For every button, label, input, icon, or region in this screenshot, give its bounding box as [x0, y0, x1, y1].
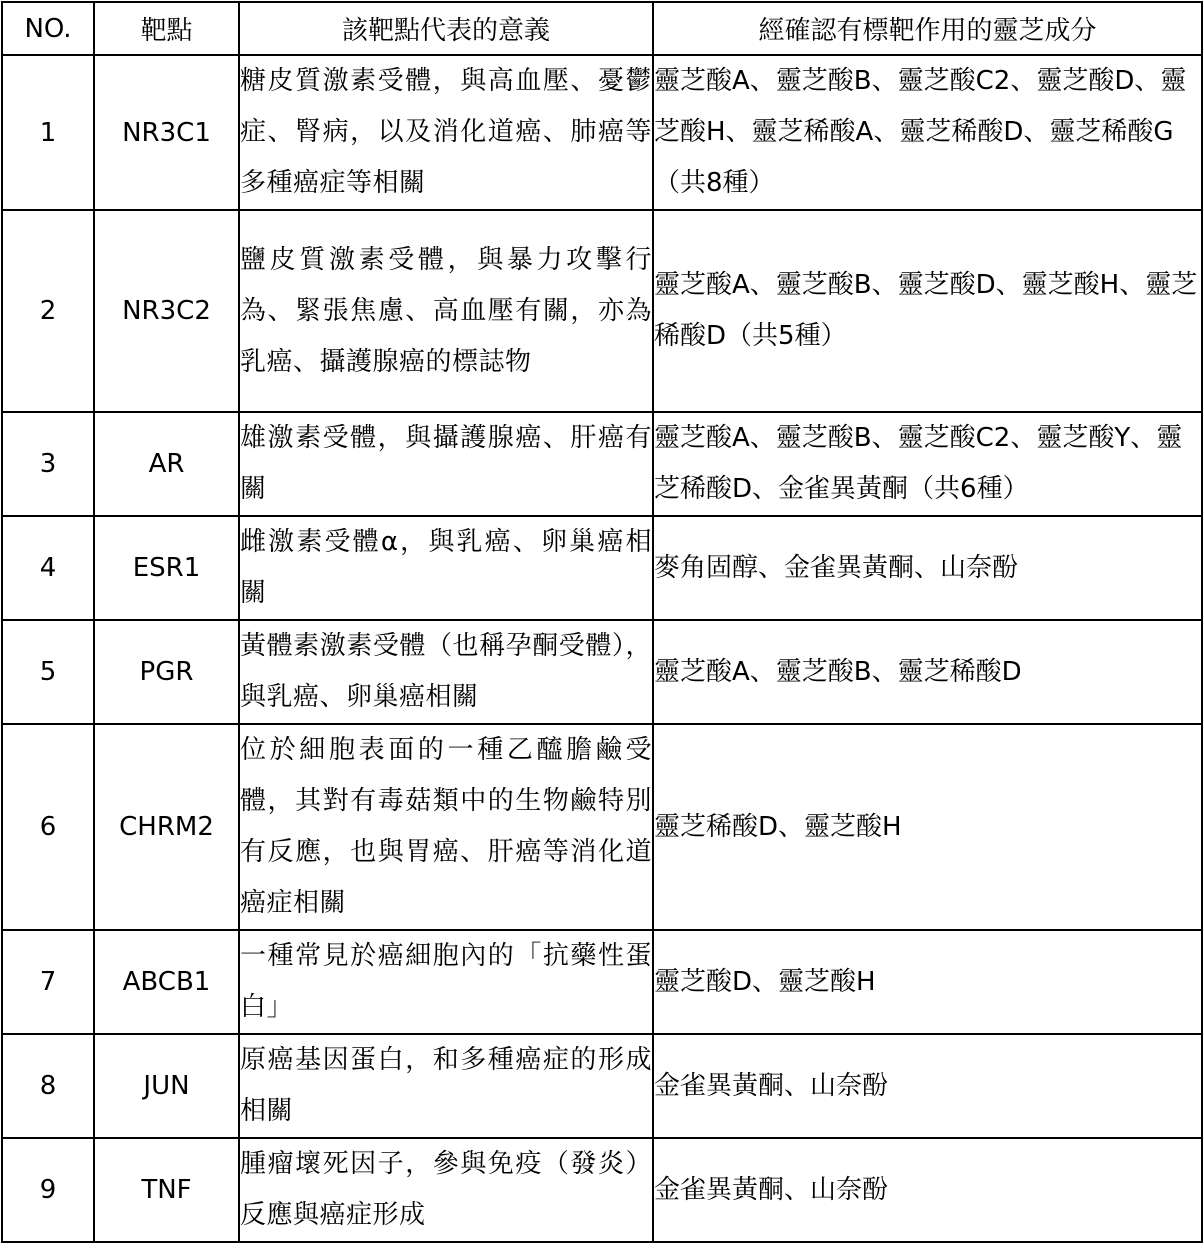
target-meaning: 黃體素激素受體（也稱孕酮受體），與乳癌、卵巢癌相關	[239, 620, 653, 724]
target-components: 靈芝酸A、靈芝酸B、靈芝酸D、靈芝酸H、靈芝稀酸D（共5種）	[653, 210, 1202, 412]
target-components: 靈芝酸A、靈芝酸B、靈芝酸C2、靈芝酸Y、靈芝稀酸D、金雀異黃酮（共6種）	[653, 412, 1202, 516]
target-table	[1, 1, 1203, 1243]
target-name: JUN	[94, 1034, 239, 1138]
table-row	[2, 55, 1202, 210]
table-header-row	[2, 2, 1202, 55]
table-row	[2, 516, 1202, 620]
target-name: CHRM2	[94, 724, 239, 930]
row-number: 9	[2, 1138, 94, 1242]
target-meaning: 原癌基因蛋白，和多種癌症的形成相關	[239, 1034, 653, 1138]
target-meaning: 雌激素受體α，與乳癌、卵巢癌相關	[239, 516, 653, 620]
target-name: PGR	[94, 620, 239, 724]
table-row	[2, 620, 1202, 724]
target-meaning: 位於細胞表面的一種乙醯膽鹼受體，其對有毒菇類中的生物鹼特別有反應，也與胃癌、肝癌等消化道癌症相關	[239, 724, 653, 930]
target-meaning: 一種常見於癌細胞內的「抗藥性蛋白」	[239, 930, 653, 1034]
target-components: 麥角固醇、金雀異黃酮、山奈酚	[653, 516, 1202, 620]
target-components: 金雀異黃酮、山奈酚	[653, 1034, 1202, 1138]
target-name: TNF	[94, 1138, 239, 1242]
target-meaning: 雄激素受體，與攝護腺癌、肝癌有關	[239, 412, 653, 516]
target-components: 靈芝酸A、靈芝酸B、靈芝酸C2、靈芝酸D、靈芝酸H、靈芝稀酸A、靈芝稀酸D、靈芝稀酸G（共8種）	[653, 55, 1202, 210]
target-meaning: 糖皮質激素受體，與高血壓、憂鬱症、腎病，以及消化道癌、肺癌等多種癌症等相關	[239, 55, 653, 210]
row-number: 7	[2, 930, 94, 1034]
target-name: ESR1	[94, 516, 239, 620]
table-row	[2, 724, 1202, 930]
row-number: 1	[2, 55, 94, 210]
target-name: NR3C1	[94, 55, 239, 210]
header-components: 經確認有標靶作用的靈芝成分	[653, 2, 1202, 55]
target-components: 靈芝酸A、靈芝酸B、靈芝稀酸D	[653, 620, 1202, 724]
target-components: 金雀異黃酮、山奈酚	[653, 1138, 1202, 1242]
row-number: 6	[2, 724, 94, 930]
row-number: 3	[2, 412, 94, 516]
target-name: NR3C2	[94, 210, 239, 412]
target-name: AR	[94, 412, 239, 516]
row-number: 2	[2, 210, 94, 412]
row-number: 8	[2, 1034, 94, 1138]
header-meaning: 該靶點代表的意義	[239, 2, 653, 55]
row-number: 4	[2, 516, 94, 620]
header-no: NO.	[2, 2, 94, 55]
table-row	[2, 1034, 1202, 1138]
header-target: 靶點	[94, 2, 239, 55]
table-row	[2, 930, 1202, 1034]
target-components: 靈芝酸D、靈芝酸H	[653, 930, 1202, 1034]
table-row	[2, 210, 1202, 412]
target-components: 靈芝稀酸D、靈芝酸H	[653, 724, 1202, 930]
target-meaning: 鹽皮質激素受體，與暴力攻擊行為、緊張焦慮、高血壓有關，亦為乳癌、攝護腺癌的標誌物	[239, 210, 653, 412]
target-name: ABCB1	[94, 930, 239, 1034]
target-meaning: 腫瘤壞死因子，參與免疫（發炎）反應與癌症形成	[239, 1138, 653, 1242]
row-number: 5	[2, 620, 94, 724]
table-row	[2, 412, 1202, 516]
table-row	[2, 1138, 1202, 1242]
